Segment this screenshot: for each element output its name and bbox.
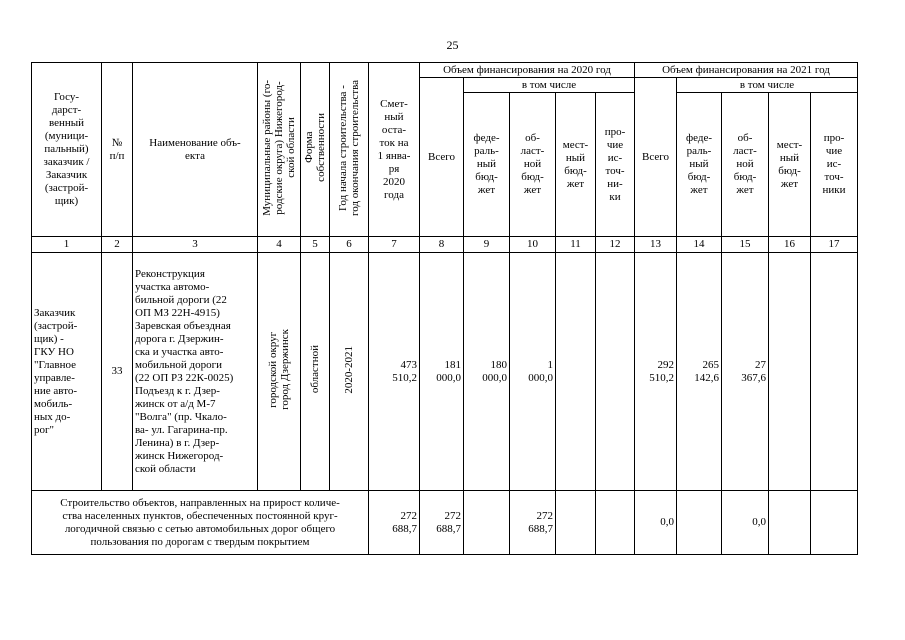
- row-ownership: областной: [301, 253, 330, 491]
- column-number: 7: [369, 237, 420, 253]
- header-local-2020: мест- ный бюд- жет: [556, 93, 596, 237]
- row-federal-2020: 180 000,0: [464, 253, 510, 491]
- column-number: 2: [102, 237, 133, 253]
- header-districts: Муниципальные районы (го- родские округа) Нижегород- ской области: [258, 63, 301, 237]
- column-number: 3: [133, 237, 258, 253]
- row-regional-2021: 27 367,6: [722, 253, 769, 491]
- header-years: Год начала строительства - год окончания строительства: [330, 63, 369, 237]
- column-number: 1: [32, 237, 102, 253]
- row-district: городской округ город Дзержинск: [258, 253, 301, 491]
- header-ownership: Форма собственности: [301, 63, 330, 237]
- row-object-name: Реконструкция участка автомо- бильной дороги (22 ОП МЗ 22Н-4915) Заревская объездная дорога г. Дзержин- ска и участка авто- мобильной дороги (22 ОП РЗ 22К-0025) Подъезд к г. Дзер- жинск от а/д М-7 "Волга" (пр. Чкало- ва- ул. Гагарина-пр. Ленина) в г. Дзер- жинск Нижегород- ской области: [133, 253, 258, 491]
- header-regional-2021: об- ласт- ной бюд- жет: [722, 93, 769, 237]
- header-total-2021: Всего: [635, 78, 677, 237]
- row-balance: 473 510,2: [369, 253, 420, 491]
- header-no: № п/п: [102, 63, 133, 237]
- subtotal-regional-2021: 0,0: [722, 491, 769, 555]
- subtotal-total-2021: 0,0: [635, 491, 677, 555]
- header-other-2020: про- чие ис- точ- ни- ки: [596, 93, 635, 237]
- subtotal-regional-2020: 272 688,7: [510, 491, 556, 555]
- table-row: [32, 253, 858, 491]
- column-number: 10: [510, 237, 556, 253]
- header-federal-2020: феде- раль- ный бюд- жет: [464, 93, 510, 237]
- header-federal-2021: феде- раль- ный бюд- жет: [677, 93, 722, 237]
- column-number-row: [32, 237, 858, 253]
- header-incl-2021: в том числе: [677, 78, 858, 93]
- column-number: 11: [556, 237, 596, 253]
- subtotal-total-2020: 272 688,7: [420, 491, 464, 555]
- column-number: 6: [330, 237, 369, 253]
- column-number: 15: [722, 237, 769, 253]
- row-customer: Заказчик (застрой- щик) - ГКУ НО "Главное управле- ние авто- мобиль- ных до- рог": [32, 253, 102, 491]
- row-number: 33: [102, 253, 133, 491]
- subtotal-federal-2021: [677, 491, 722, 555]
- header-other-2021: про- чие ис- точ- ники: [811, 93, 858, 237]
- subtotal-row: [32, 491, 858, 555]
- row-regional-2020: 1 000,0: [510, 253, 556, 491]
- column-number: 17: [811, 237, 858, 253]
- header-regional-2020: об- ласт- ной бюд- жет: [510, 93, 556, 237]
- row-other-2021: [811, 253, 858, 491]
- column-number: 13: [635, 237, 677, 253]
- header-incl-2020: в том числе: [464, 78, 635, 93]
- subtotal-label: Строительство объектов, направленных на прирост количе- ства населенных пунктов, обеспеченных постоянной круг- логодичной связью с сетью автомобильных дорог общего пользования по дорогам с твердым покрытием: [32, 491, 369, 555]
- column-number: 14: [677, 237, 722, 253]
- column-number: 5: [301, 237, 330, 253]
- row-local-2021: [769, 253, 811, 491]
- subtotal-other-2020: [596, 491, 635, 555]
- row-years: 2020-2021: [330, 253, 369, 491]
- header-fin-2021: Объем финансирования на 2021 год: [635, 63, 858, 78]
- row-local-2020: [556, 253, 596, 491]
- page-number: 25: [446, 38, 459, 52]
- subtotal-federal-2020: [464, 491, 510, 555]
- column-number: 9: [464, 237, 510, 253]
- row-total-2021: 292 510,2: [635, 253, 677, 491]
- column-number: 4: [258, 237, 301, 253]
- header-object-name: Наименование объ- екта: [133, 63, 258, 237]
- column-number: 8: [420, 237, 464, 253]
- subtotal-balance: 272 688,7: [369, 491, 420, 555]
- row-total-2020: 181 000,0: [420, 253, 464, 491]
- header-total-2020: Всего: [420, 78, 464, 237]
- row-federal-2021: 265 142,6: [677, 253, 722, 491]
- financing-table: [31, 62, 858, 555]
- header-balance: Смет- ный оста- ток на 1 янва- ря 2020 года: [369, 63, 420, 237]
- header-customer: Госу- дарст- венный (муници- пальный) заказчик / Заказчик (застрой- щик): [32, 63, 102, 237]
- subtotal-other-2021: [811, 491, 858, 555]
- column-number: 16: [769, 237, 811, 253]
- row-other-2020: [596, 253, 635, 491]
- header-fin-2020: Объем финансирования на 2020 год: [420, 63, 635, 78]
- subtotal-local-2021: [769, 491, 811, 555]
- subtotal-local-2020: [556, 491, 596, 555]
- header-local-2021: мест- ный бюд- жет: [769, 93, 811, 237]
- column-number: 12: [596, 237, 635, 253]
